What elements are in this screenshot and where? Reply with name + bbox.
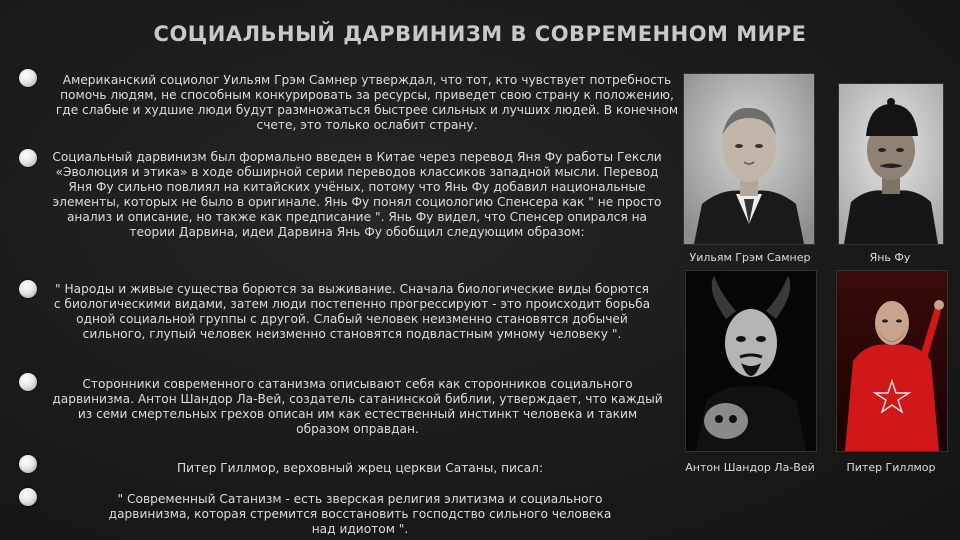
bullet-dot (19, 149, 37, 167)
caption-gilmore: Питер Гиллмор (846, 461, 936, 474)
paragraph-sumner: Американский социолог Уильям Грэм Самнер утверждал, что тот, кто чувствует потребность помочь людям, не способным конкурировать за ресурсы, приведет свою страну к положению, где слабые и худшие люди будут размножаться быстрее сильных и лучших людей. В конечном счете, это только ослабит страну. (55, 73, 679, 132)
bullet-dot (19, 455, 37, 473)
bullet-dot (19, 280, 37, 298)
bullet-dot (19, 69, 37, 87)
paragraph-gilmore-intro: Питер Гиллмор, верховный жрец церкви Сатаны, писал: (176, 461, 544, 475)
photo-yan-fu (838, 83, 944, 245)
bullet-dot (19, 373, 37, 391)
paragraph-satanism: Сторонники современного сатанизма описывают себя как сторонников социального дарвинизма. Антон Шандор Ла-Вей, создатель сатанинской библии, утверждает, что каждый из семи смертельных грехов описан им как естественный инстинкт человека и таким образом оправдан. (52, 377, 663, 436)
portrait-sumner-image (684, 74, 814, 244)
photo-gilmore (836, 270, 948, 452)
caption-yan-fu: Янь Фу (869, 251, 911, 264)
caption-sumner: Уильям Грэм Самнер (689, 251, 811, 264)
photo-lavey (685, 270, 817, 452)
portrait-yan-fu-image (839, 84, 943, 244)
portrait-lavey-image (686, 271, 816, 451)
caption-lavey: Антон Шандор Ла-Вей (685, 461, 815, 474)
photo-sumner (683, 73, 815, 245)
paragraph-gilmore-quote: " Современный Сатанизм - есть зверская религия элитизма и социального дарвинизма, которая стремится восстановить господство сильного человека над идиотом ". (108, 492, 612, 536)
slide-title: СОЦИАЛЬНЫЙ ДАРВИНИЗМ В СОВРЕМЕННОМ МИРЕ (153, 22, 807, 46)
portrait-gilmore-image (837, 271, 947, 451)
paragraph-yan-fu: Социальный дарвинизм был формально введен в Китае через перевод Яня Фу работы Гексли «Эволюция и этика» в ходе обширной серии переводов классиков западной мысли. Перевод Яня Фу сильно повлиял на китайских учёных, потому что Янь Фу добавил национальные элементы, которых не было в оригинале. Янь Фу понял социологию Спенсера как " не просто анализ и описание, но также как предписание ". Янь Фу видел, что Спенсер опирался на теории Дарвина, идеи Дарвина Янь Фу обобщил следующим образом: (52, 150, 662, 239)
bullet-dot (19, 488, 37, 506)
paragraph-quote-yan-fu: " Народы и живые существа борются за выживание. Сначала биологические виды борются с биологическими видами, затем люди постепенно прогрессируют - это происходит борьба одной социальной группы с другой. Слабый человек неизменно становятся добычей сильного, глупый человек неизменно становятся подвластным умному человеку ". (53, 282, 651, 341)
